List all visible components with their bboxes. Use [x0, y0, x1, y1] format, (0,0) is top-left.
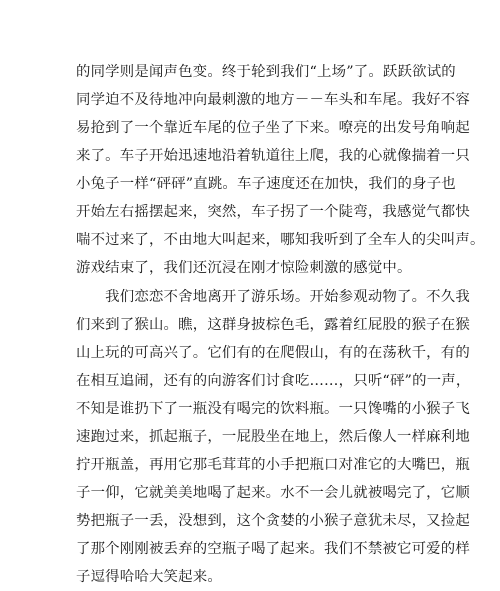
text-line: 我们恋恋不舍地离开了游乐场。开始参观动物了。不久我	[76, 289, 470, 305]
text-line: 在相互追闹，还有的向游客们讨食吃……，只听“砰”的一声，	[76, 373, 471, 389]
text-line: 速跑过来，抓起瓶子，一屁股坐在地上，然后像人一样麻利地	[76, 429, 470, 445]
text-line: 的同学则是闻声色变。终于轮到我们“上场”了。跃跃欲试的	[76, 64, 456, 80]
text-line: 不知是谁扔下了一瓶没有喝完的饮料瓶。一只馋嘴的小猴子飞	[76, 401, 470, 417]
text-line: 同学迫不及待地冲向最刺激的地方－－车头和车尾。我好不容	[76, 92, 470, 108]
text-line: 游戏结束了，我们还沉浸在刚才惊险刺激的感觉中。	[76, 260, 412, 276]
text-line: 子一仰，它就美美地喝了起来。水不一会儿就被喝完了，它顺	[76, 485, 470, 501]
text-line: 子逗得哈哈大笑起来。	[76, 569, 222, 585]
text-line: 喘不过来了，不由地大叫起来，哪知我听到了全车人的尖叫声。	[76, 232, 485, 248]
text-line: 易抢到了一个靠近车尾的位子坐了下来。嘹亮的出发号角响起	[76, 120, 470, 136]
text-line: 拧开瓶盖，再用它那毛茸茸的小手把瓶口对准它的大嘴巴，瓶	[76, 457, 470, 473]
text-line: 山上玩的可高兴了。它们有的在爬假山，有的在荡秋千，有的	[76, 345, 470, 361]
text-line: 们来到了猴山。瞧，这群身披棕色毛，露着红屁股的猴子在猴	[76, 317, 470, 333]
text-line: 来了。车子开始迅速地沿着轨道往上爬，我的心就像揣着一只	[76, 148, 470, 164]
text-line: 小兔子一样“砰砰”直跳。车子速度还在加快，我们的身子也	[76, 176, 456, 192]
paragraph-monkey-hill	[76, 283, 471, 591]
text-line: 了那个刚刚被丢弃的空瓶子喝了起来。我们不禁被它可爱的样	[76, 541, 470, 557]
text-line: 势把瓶子一丢，没想到，这个贪婪的小猴子意犹未尽，又捡起	[76, 513, 470, 529]
text-line: 开始左右摇摆起来，突然，车子拐了一个陡弯，我感觉气都快	[76, 204, 470, 220]
paragraph-roller-coaster	[76, 58, 485, 282]
